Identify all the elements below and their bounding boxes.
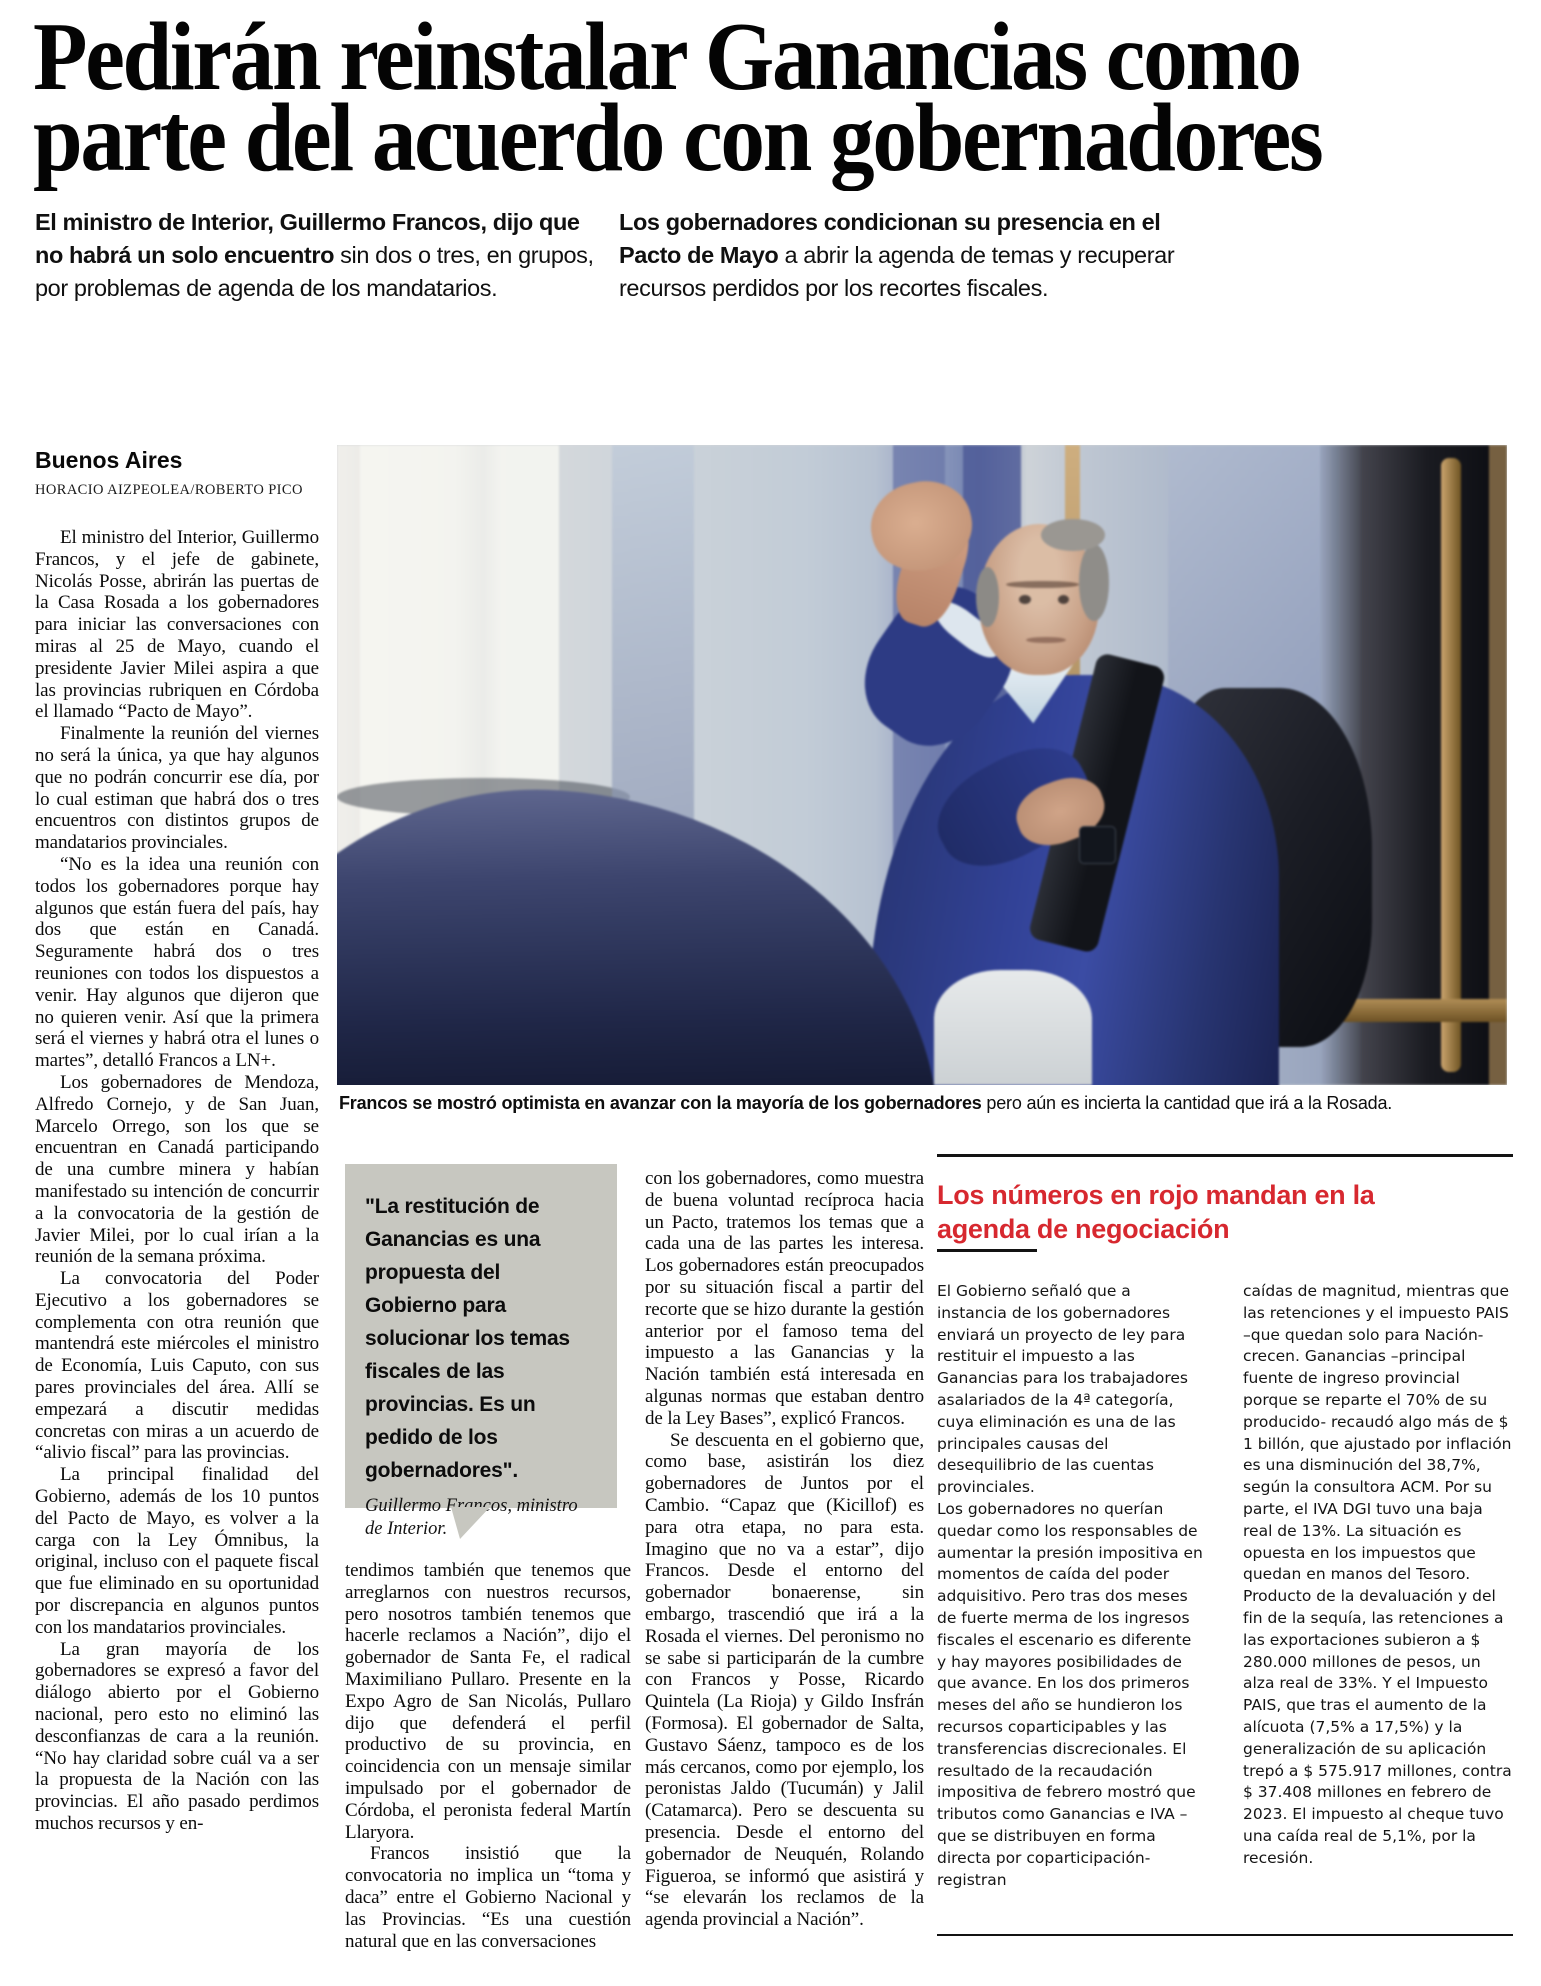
pull-quote-tail xyxy=(451,1507,490,1539)
paragraph: con los gobernadores, como muestra de buena voluntad recíproca hacia un Pacto, tratemos los temas que a cada una de las partes les interesa. Los gobernadores están preocupados por su situación fiscal a partir del recorte que se hizo durante la gestión anterior por el famoso tema del impuesto a las Ganancias y la Nación también está interesada en algunas normas que estaban dentro de la Ley Bases”, explicó Francos. xyxy=(645,1168,924,1429)
headline-line-1: Pedirán reinstalar Ganancias como xyxy=(33,3,1300,110)
photo-caption-regular: pero aún es incierta la cantidad que irá a la Rosada. xyxy=(981,1093,1393,1113)
photo-caption-bold: Francos se mostró optimista en avanzar con la mayoría de los gobernadores xyxy=(339,1093,982,1113)
sidebar-paragraph: caídas de magnitud, mientras que las retenciones y el impuesto PAIS –que quedan solo para Nación- crecen. Ganancias –principal fuente de ingreso provincial porque se reparte el 70% de su producido- recaudó algo más de $ 1 billón, que ajustado por inflación es una disminución del 38,7%, según la consultora ACM. Por su parte, el IVA DGI tuvo una baja real de 13%. La situación es opuesta en los impuestos que quedan en manos del Tesoro. Producto de la devaluación y del fin de la sequía, las retenciones a las exportaciones subieron a $ 280.000 millones de pesos, un alza real de 33%. Y el Impuesto PAIS, que tras el aumento de la alícuota (7,5% a 17,5%) y la generalización de su aplicación trepó a $ 575.917 millones, contra $ 37.408 millones en febrero de 2023. El impuesto al cheque tuvo una caída real de 5,1%, por la recesión. xyxy=(1243,1282,1512,1867)
photo-dark-doorway xyxy=(1361,445,1507,1085)
photo-door-handle xyxy=(1441,458,1461,1072)
article-column-3 xyxy=(645,1168,924,1960)
sidebar-paragraph: Los gobernadores no querían quedar como los responsables de aumentar la presión impositiva en momentos de caída del poder adquisitivo. Pero tras dos meses de fuerte merma de los ingresos fiscales el escenario es diferente y hay mayores posibilidades de que avance. En los dos primeros meses del año se hundieron los recursos coparticipables y las transferencias discrecionales. El resultado de la recaudación impositiva de febrero mostró que tributos como Ganancias e IVA –que se distribuyen en forma directa por coparticipación- registran xyxy=(937,1499,1203,1889)
paragraph: Finalmente la reunión del viernes no será la única, ya que hay algunos que no podrán concurrir ese día, por lo cual estiman que habrá dos o tres encuentros con distintos grupos de mandatarios provinciales. xyxy=(35,723,319,854)
paragraph: La convocatoria del Poder Ejecutivo a los gobernadores se complementa con otra reunión que mantendrá este miércoles el ministro de Economía, Luis Caputo, con sus pares provinciales del área. Allí se empezará a discutir medidas concretas con miras a un acuerdo de “alivio fiscal” para las provincias. xyxy=(35,1268,319,1464)
paragraph: Se descuenta en el gobierno que, como base, asistirán los diez gobernadores de Juntos por el Cambio. “Capaz que (Kicillof) es para otra etapa, no para esta. Imagino que no va a estar”, dijo Francos. Desde el entorno del gobernador bonaerense, sin embargo, trascendió que irá a la Rosada el viernes. Del peronismo no se sabe si participarán de la cumbre con Francos y Posse, Ricardo Quintela (La Rioja) y Gildo Insfrán (Formosa). El gobernador de Salta, Gustavo Sáenz, tampoco es de los más cercanos, como por ejemplo, los peronistas Jaldo (Tucumán) y Jalil (Catamarca). Pero se descuenta su presencia. Desde el entorno del gobernador de Neuquén, Rolando Figueroa, se informó que asistirá y “se elevarán los reclamos de la agenda provincial a Nación”. xyxy=(645,1429,924,1931)
lead-paragraph-right xyxy=(619,206,1199,305)
byline-authors: HORACIO AIZPEOLEA/ROBERTO PICO xyxy=(35,482,303,498)
sidebar-paragraph: El Gobierno señaló que a instancia de los gobernadores enviará un proyecto de ley para restituir el impuesto a las Ganancias para los trabajadores asalariados de la 4ª categoría, cuya eliminación es una de las principales causas del desequilibrio de las cuentas provinciales. xyxy=(937,1282,1188,1497)
photo-guillermo-francos xyxy=(337,445,1507,1085)
photo-wristwatch xyxy=(1079,826,1116,864)
paragraph: Francos insistió que la convocatoria no implica un “toma y daca” entre el Gobierno Nacional y las Provincias. “Es una cuestión natural que en las conversaciones xyxy=(345,1843,631,1952)
paragraph: El ministro del Interior, Guillermo Francos, y el jefe de gabinete, Nicolás Posse, abrirán las puertas de la Casa Rosada a los gobernadores para iniciar las conversaciones con miras al 25 de Mayo, cuando el presidente Javier Milei aspira a que las provincias rubriquen en Córdoba el llamado “Pacto de Mayo”. xyxy=(35,527,319,723)
sidebar-rule-top xyxy=(937,1154,1513,1157)
paragraph: tendimos también que tenemos que arreglarnos con nuestros recursos, pero nosotros también tenemos que hacerle reclamos a Nación”, dijo el gobernador de Santa Fe, el radical Maximiliano Pullaro. Presente en la Expo Agro de San Nicolás, Pullaro dijo que defenderá el perfil productivo de su provincia, en coincidencia con un mensaje similar impulsado por el gobernador de Córdoba, el peronista federal Martín Llaryora. xyxy=(345,1560,631,1843)
byline xyxy=(35,447,303,499)
article-column-2 xyxy=(345,1560,631,1960)
photo-hair-top xyxy=(1041,519,1104,551)
photo-shirt-belly xyxy=(934,970,1092,1085)
paragraph: La principal finalidad del Gobierno, además de los 10 puntos del Pacto de Mayo, es volver a la carga con la Ley Ómnibus, la original, incluso con el paquete fiscal que fue eliminado en su oportunidad por discrepancia en algunos puntos con los mandatarios provinciales. xyxy=(35,1464,319,1638)
lead-right-regular: a abrir la agenda de temas y recuperar recursos perdidos por los recortes fiscales. xyxy=(619,242,1175,301)
paragraph: La gran mayoría de los gobernadores se expresó a favor del diálogo abierto por el Gobierno nacional, pero esto no eliminó las desconfianzas de cara a la reunión. “No hay claridad sobre cuál va a ser la propuesta de la Nación con las provincias. El año pasado perdimos muchos recursos y en- xyxy=(35,1638,319,1835)
sidebar-title: Los números en rojo mandan en la agenda de negociación xyxy=(937,1180,1375,1244)
pull-quote-attribution: Guillermo Francos, ministro de Interior. xyxy=(365,1496,578,1539)
article-column-1 xyxy=(35,527,319,1979)
byline-city: Buenos Aires xyxy=(35,447,183,473)
lead-left-bold: El ministro de Interior, Guillermo Francos, dijo que no habrá un solo encuentro xyxy=(35,209,580,268)
lead-paragraph-left xyxy=(35,206,597,305)
paragraph: “No es la idea una reunión con todos los gobernadores porque hay algunos que están fuera del país, hay dos que están en Canadá. Seguramente habrá dos o tres reuniones con todos los dispuestos a venir. Hay algunos que dijeron que no quieren venir. Así que la primera será el viernes y habrá otra el lunes o martes”, detalló Francos a LN+. xyxy=(35,853,319,1072)
headline xyxy=(33,3,1433,191)
photo-illustration xyxy=(337,445,1507,1085)
photo-hair-right xyxy=(1079,544,1109,621)
sidebar-column-2 xyxy=(1243,1281,1516,1870)
sidebar-rule-bottom xyxy=(937,1934,1513,1936)
sidebar-column-1 xyxy=(937,1281,1204,1891)
photo-caption xyxy=(339,1093,1511,1114)
pull-quote-box xyxy=(345,1164,617,1539)
photo-wood-edge xyxy=(1489,445,1507,1085)
pull-quote-text: "La restitución de Ganancias es una propuesta del Gobierno para solucionar los temas fiscales de las provincias. Es un pedido de los gobernadores". xyxy=(365,1195,570,1482)
lead-left-regular: sin dos o tres, en grupos, por problemas de agenda de los mandatarios. xyxy=(35,242,594,301)
lead-right-bold: Los gobernadores condicionan su presencia en el Pacto de Mayo xyxy=(619,209,1161,268)
photo-eye xyxy=(1019,595,1031,605)
paragraph: Los gobernadores de Mendoza, Alfredo Cornejo, y de San Juan, Marcelo Orrego, son los que se encuentran en Canadá participando de una cumbre minera y habían manifestado su intención de concurrir a la convocatoria de la gestión de Javier Milei, por lo cual irían a la reunión de la semana próxima. xyxy=(35,1071,319,1268)
sidebar-rule-mid xyxy=(937,1249,1037,1252)
headline-line-2: parte del acuerdo con gobernadores xyxy=(33,84,1322,191)
